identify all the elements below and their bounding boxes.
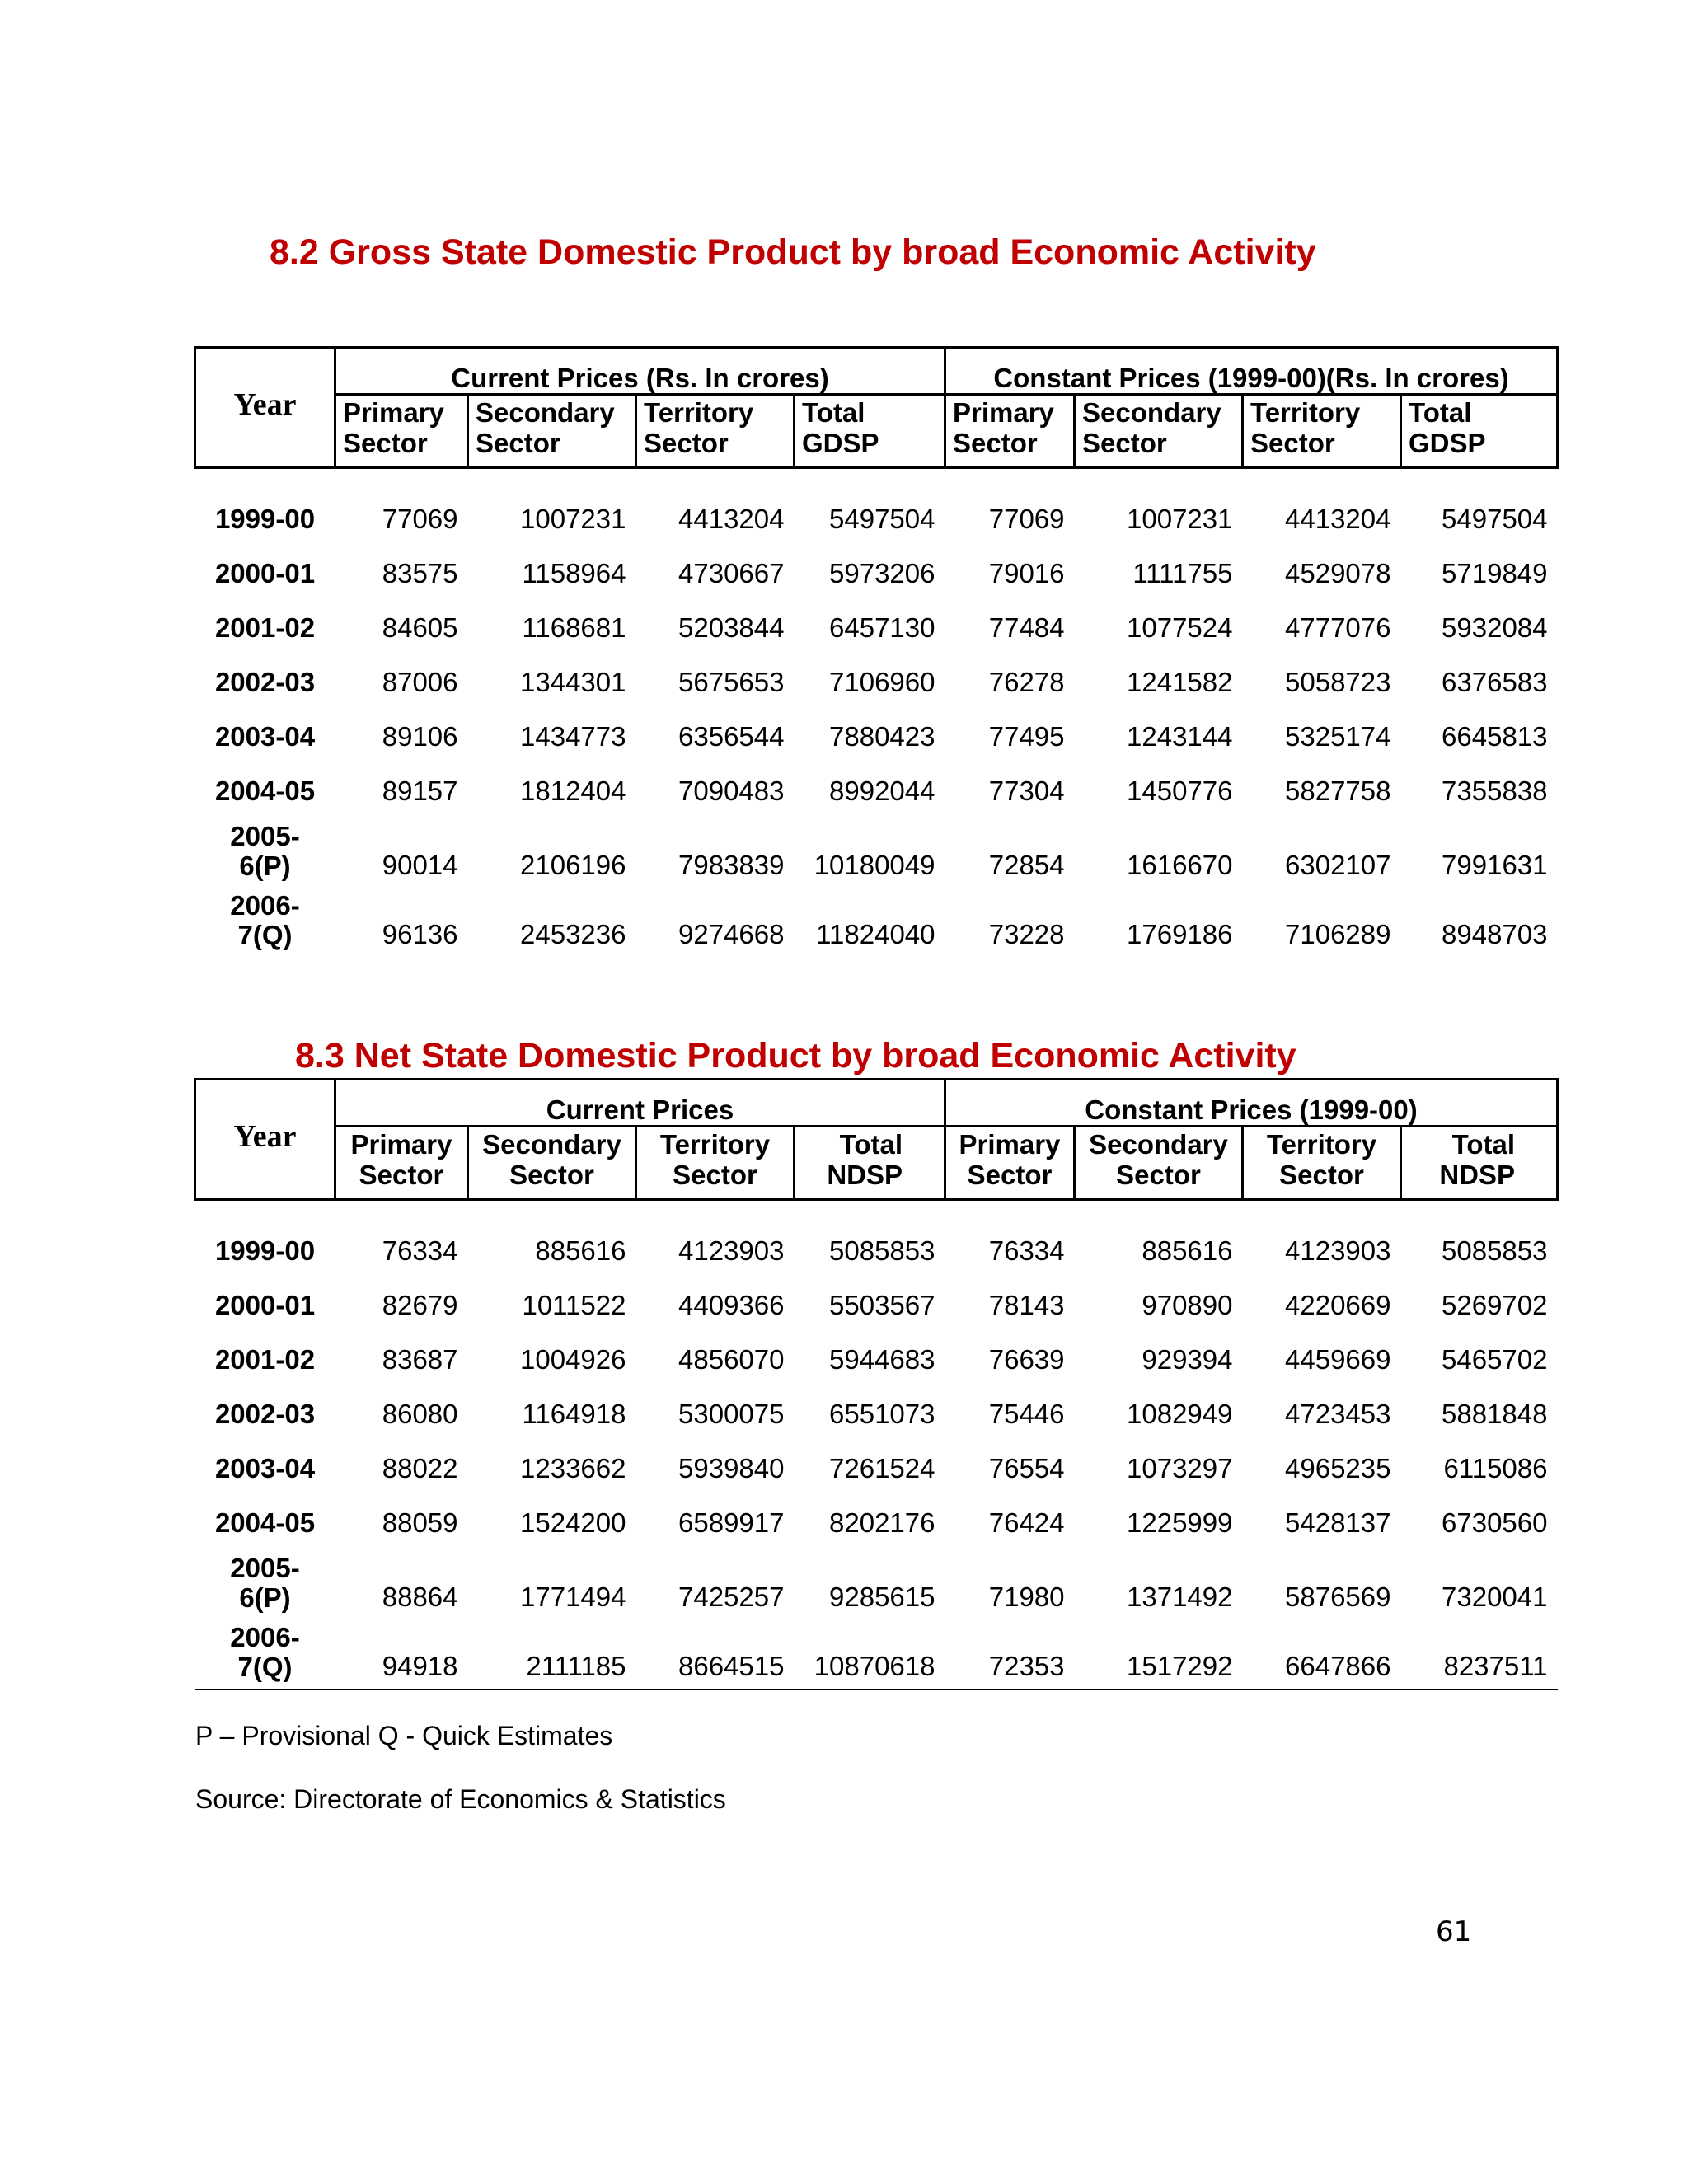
table-cell: 6302107 bbox=[1285, 850, 1391, 880]
table-cell: 1771494 bbox=[520, 1582, 626, 1612]
secondary-sector-header: Secondary Sector bbox=[1075, 1127, 1243, 1200]
row-year: 2004-05 bbox=[214, 776, 316, 806]
table-cell: 7090483 bbox=[678, 776, 785, 806]
table-cell: 4965235 bbox=[1285, 1453, 1391, 1483]
table-cell: 5058723 bbox=[1285, 667, 1391, 697]
secondary-sector-header: Secondary Sector bbox=[468, 1127, 636, 1200]
table-cell: 7106960 bbox=[829, 667, 935, 697]
table-cell: 90014 bbox=[382, 850, 458, 880]
table-row bbox=[195, 1333, 1558, 1387]
table-cell: 1769186 bbox=[1127, 919, 1233, 949]
table-cell: 77069 bbox=[988, 504, 1065, 534]
table-row bbox=[195, 546, 1558, 601]
table-cell: 83687 bbox=[382, 1344, 458, 1375]
table-cell: 10870618 bbox=[795, 1619, 945, 1690]
table-cell: 1517292 bbox=[1075, 1619, 1243, 1690]
table-cell: 4123903 bbox=[678, 1235, 785, 1266]
table-cell: 6356544 bbox=[678, 721, 785, 752]
table-cell: 5675653 bbox=[678, 667, 785, 697]
table-row bbox=[195, 818, 1558, 888]
table-row bbox=[195, 601, 1558, 655]
table-cell: 76639 bbox=[988, 1344, 1065, 1375]
table-cell: 88022 bbox=[382, 1453, 458, 1483]
table-cell: 9285615 bbox=[829, 1582, 935, 1612]
table-cell: 5932084 bbox=[1442, 612, 1548, 643]
table-cell: 1225999 bbox=[1127, 1507, 1233, 1538]
row-year: 2003-04 bbox=[214, 1453, 316, 1483]
table-row bbox=[195, 888, 1558, 957]
row-year: 2002-03 bbox=[214, 1399, 316, 1429]
table-cell: 87006 bbox=[382, 667, 458, 697]
row-year: 2001-02 bbox=[214, 612, 316, 643]
constant-prices-header: Constant Prices (1999-00)(Rs. In crores) bbox=[945, 348, 1558, 395]
table-cell: 6730560 bbox=[1442, 1507, 1548, 1538]
table-cell: 5876569 bbox=[1285, 1582, 1391, 1612]
table-cell: 6647866 bbox=[1243, 1619, 1401, 1690]
table-cell: 82679 bbox=[382, 1290, 458, 1320]
table-cell: 9274668 bbox=[678, 919, 785, 949]
row-year: 2006- 7(Q) bbox=[195, 1619, 335, 1690]
table-cell: 5827758 bbox=[1285, 776, 1391, 806]
table-cell: 5085853 bbox=[829, 1235, 935, 1266]
table-cell: 8202176 bbox=[829, 1507, 935, 1538]
table-cell: 76554 bbox=[988, 1453, 1065, 1483]
table-cell: 76334 bbox=[988, 1235, 1065, 1266]
constant-prices-header: Constant Prices (1999-00) bbox=[945, 1080, 1558, 1127]
table-cell: 77069 bbox=[382, 504, 458, 534]
table-row bbox=[195, 710, 1558, 764]
table-cell: 79016 bbox=[988, 558, 1065, 588]
row-year: 2003-04 bbox=[214, 721, 316, 752]
table-cell: 76278 bbox=[988, 667, 1065, 697]
table-cell: 75446 bbox=[988, 1399, 1065, 1429]
table-cell: 72353 bbox=[945, 1619, 1075, 1690]
table-cell: 1007231 bbox=[520, 504, 626, 534]
row-year: 1999-00 bbox=[214, 504, 316, 534]
row-year: 2005- 6(P) bbox=[230, 1553, 300, 1613]
table-row bbox=[195, 764, 1558, 818]
table-cell: 1004926 bbox=[520, 1344, 626, 1375]
table-cell: 5300075 bbox=[678, 1399, 785, 1429]
current-prices-header: Current Prices bbox=[335, 1080, 945, 1127]
row-year: 2005- 6(P) bbox=[230, 821, 300, 881]
table-cell: 6589917 bbox=[678, 1507, 785, 1538]
table-cell: 71980 bbox=[988, 1582, 1065, 1612]
gdsp-table-title: 8.2 Gross State Domestic Product by broad Economic Activity bbox=[270, 232, 1316, 272]
gdsp-table bbox=[194, 346, 1559, 957]
table-cell: 1007231 bbox=[1127, 504, 1233, 534]
table-cell: 6551073 bbox=[829, 1399, 935, 1429]
table-cell: 5503567 bbox=[829, 1290, 935, 1320]
table-cell: 1434773 bbox=[520, 721, 626, 752]
ndsp-table bbox=[194, 1078, 1559, 1690]
table-cell: 7880423 bbox=[829, 721, 935, 752]
table-cell: 78143 bbox=[988, 1290, 1065, 1320]
table-cell: 6115086 bbox=[1443, 1453, 1548, 1483]
row-year: 2000-01 bbox=[214, 1290, 316, 1320]
table-cell: 89106 bbox=[382, 721, 458, 752]
estimates-legend-note: P – Provisional Q - Quick Estimates bbox=[195, 1721, 613, 1750]
table-cell: 1524200 bbox=[520, 1507, 626, 1538]
table-cell: 4413204 bbox=[678, 504, 785, 534]
primary-sector-header: Primary Sector bbox=[335, 1127, 468, 1200]
table-row bbox=[195, 1224, 1558, 1278]
table-cell: 1371492 bbox=[1127, 1582, 1233, 1612]
table-cell: 1164918 bbox=[522, 1399, 626, 1429]
territory-sector-header: Territory Sector bbox=[1243, 395, 1401, 468]
table-cell: 96136 bbox=[382, 919, 458, 949]
total-gdsp-header: Total GDSP bbox=[1401, 395, 1558, 468]
table-cell: 1241582 bbox=[1127, 667, 1233, 697]
secondary-sector-header: Secondary Sector bbox=[1075, 395, 1243, 468]
table-cell: 6645813 bbox=[1442, 721, 1548, 752]
table-row bbox=[195, 655, 1558, 710]
table-cell: 77304 bbox=[988, 776, 1065, 806]
table-cell: 4856070 bbox=[678, 1344, 785, 1375]
table-cell: 6457130 bbox=[829, 612, 935, 643]
table-cell: 1233662 bbox=[520, 1453, 626, 1483]
territory-sector-header: Territory Sector bbox=[1243, 1127, 1401, 1200]
row-year: 2002-03 bbox=[214, 667, 316, 697]
table-cell: 4413204 bbox=[1285, 504, 1391, 534]
table-row bbox=[195, 492, 1558, 546]
table-cell: 4220669 bbox=[1285, 1290, 1391, 1320]
table-cell: 4123903 bbox=[1285, 1235, 1391, 1266]
table-cell: 4777076 bbox=[1285, 612, 1391, 643]
table-cell: 7425257 bbox=[678, 1582, 785, 1612]
table-cell: 5939840 bbox=[678, 1453, 785, 1483]
total-ndsp-header: Total NDSP bbox=[1401, 1127, 1558, 1200]
table-cell: 1450776 bbox=[1127, 776, 1233, 806]
source-note: Source: Directorate of Economics & Statistics bbox=[195, 1784, 726, 1814]
table-cell: 72854 bbox=[988, 850, 1065, 880]
table-cell: 1243144 bbox=[1127, 721, 1233, 752]
table-cell: 5944683 bbox=[829, 1344, 935, 1375]
table-cell: 76334 bbox=[382, 1235, 458, 1266]
table-cell: 4459669 bbox=[1285, 1344, 1391, 1375]
table-cell: 5085853 bbox=[1442, 1235, 1548, 1266]
table-cell: 4723453 bbox=[1285, 1399, 1391, 1429]
table-row bbox=[195, 1496, 1558, 1550]
table-row bbox=[195, 1550, 1558, 1619]
table-cell: 5973206 bbox=[829, 558, 935, 588]
territory-sector-header: Territory Sector bbox=[636, 1127, 795, 1200]
table-row bbox=[195, 1278, 1558, 1333]
table-cell: 1168681 bbox=[522, 612, 626, 643]
table-cell: 885616 bbox=[535, 1235, 626, 1266]
total-gdsp-header: Total GDSP bbox=[795, 395, 945, 468]
year-column-header: Year bbox=[195, 348, 335, 468]
table-cell: 8237511 bbox=[1401, 1619, 1558, 1690]
page-number: 61 bbox=[1436, 1915, 1472, 1948]
table-row bbox=[195, 1619, 1558, 1690]
table-cell: 10180049 bbox=[814, 850, 935, 880]
table-cell: 8664515 bbox=[636, 1619, 795, 1690]
table-cell: 1344301 bbox=[520, 667, 626, 697]
table-cell: 8992044 bbox=[829, 776, 935, 806]
row-year: 2006- 7(Q) bbox=[230, 890, 300, 950]
table-cell: 7261524 bbox=[829, 1453, 935, 1483]
table-cell: 5497504 bbox=[1442, 504, 1548, 534]
table-cell: 1073297 bbox=[1127, 1453, 1233, 1483]
year-column-header: Year bbox=[195, 1080, 335, 1200]
table-cell: 4529078 bbox=[1285, 558, 1391, 588]
table-cell: 94918 bbox=[335, 1619, 468, 1690]
table-cell: 970890 bbox=[1142, 1290, 1233, 1320]
table-cell: 929394 bbox=[1142, 1344, 1233, 1375]
table-cell: 4730667 bbox=[678, 558, 785, 588]
table-cell: 89157 bbox=[382, 776, 458, 806]
table-cell: 76424 bbox=[988, 1507, 1065, 1538]
table-cell: 2453236 bbox=[520, 919, 626, 949]
primary-sector-header: Primary Sector bbox=[945, 395, 1075, 468]
table-cell: 83575 bbox=[382, 558, 458, 588]
table-cell: 1616670 bbox=[1127, 850, 1233, 880]
table-cell: 1077524 bbox=[1127, 612, 1233, 643]
table-cell: 88864 bbox=[382, 1582, 458, 1612]
table-cell: 5428137 bbox=[1285, 1507, 1391, 1538]
secondary-sector-header: Secondary Sector bbox=[468, 395, 636, 468]
current-prices-header: Current Prices (Rs. In crores) bbox=[335, 348, 945, 395]
table-cell: 2106196 bbox=[520, 850, 626, 880]
table-cell: 5465702 bbox=[1442, 1344, 1548, 1375]
territory-sector-header: Territory Sector bbox=[636, 395, 795, 468]
table-cell: 73228 bbox=[988, 919, 1065, 949]
table-cell: 5497504 bbox=[829, 504, 935, 534]
table-cell: 86080 bbox=[382, 1399, 458, 1429]
primary-sector-header: Primary Sector bbox=[335, 395, 468, 468]
table-row bbox=[195, 1441, 1558, 1496]
table-cell: 7106289 bbox=[1285, 919, 1391, 949]
row-year: 2004-05 bbox=[214, 1507, 316, 1538]
table-cell: 5203844 bbox=[678, 612, 785, 643]
table-cell: 5269702 bbox=[1442, 1290, 1548, 1320]
table-cell: 84605 bbox=[382, 612, 458, 643]
table-cell: 5325174 bbox=[1285, 721, 1391, 752]
row-year: 2000-01 bbox=[214, 558, 316, 588]
table-row bbox=[195, 1387, 1558, 1441]
table-cell: 5719849 bbox=[1442, 558, 1548, 588]
table-cell: 7983839 bbox=[678, 850, 785, 880]
table-cell: 88059 bbox=[382, 1507, 458, 1538]
table-cell: 6376583 bbox=[1442, 667, 1548, 697]
total-ndsp-header: Total NDSP bbox=[795, 1127, 945, 1200]
table-cell: 1082949 bbox=[1127, 1399, 1233, 1429]
table-cell: 1812404 bbox=[520, 776, 626, 806]
table-cell: 1011522 bbox=[522, 1290, 626, 1320]
row-year: 1999-00 bbox=[214, 1235, 316, 1266]
table-cell: 77484 bbox=[988, 612, 1065, 643]
table-cell: 5881848 bbox=[1442, 1399, 1548, 1429]
table-cell: 8948703 bbox=[1442, 919, 1548, 949]
table-cell: 7320041 bbox=[1442, 1582, 1548, 1612]
primary-sector-header: Primary Sector bbox=[945, 1127, 1075, 1200]
ndsp-table-title: 8.3 Net State Domestic Product by broad Economic Activity bbox=[295, 1036, 1296, 1076]
row-year: 2001-02 bbox=[214, 1344, 316, 1375]
table-cell: 1111755 bbox=[1132, 558, 1233, 588]
table-cell: 885616 bbox=[1142, 1235, 1233, 1266]
table-cell: 77495 bbox=[988, 721, 1065, 752]
table-cell: 4409366 bbox=[678, 1290, 785, 1320]
table-cell: 1158964 bbox=[522, 558, 626, 588]
table-cell: 7355838 bbox=[1442, 776, 1548, 806]
table-cell: 11824040 bbox=[816, 919, 935, 949]
table-cell: 2111185 bbox=[468, 1619, 636, 1690]
table-cell: 7991631 bbox=[1442, 850, 1548, 880]
